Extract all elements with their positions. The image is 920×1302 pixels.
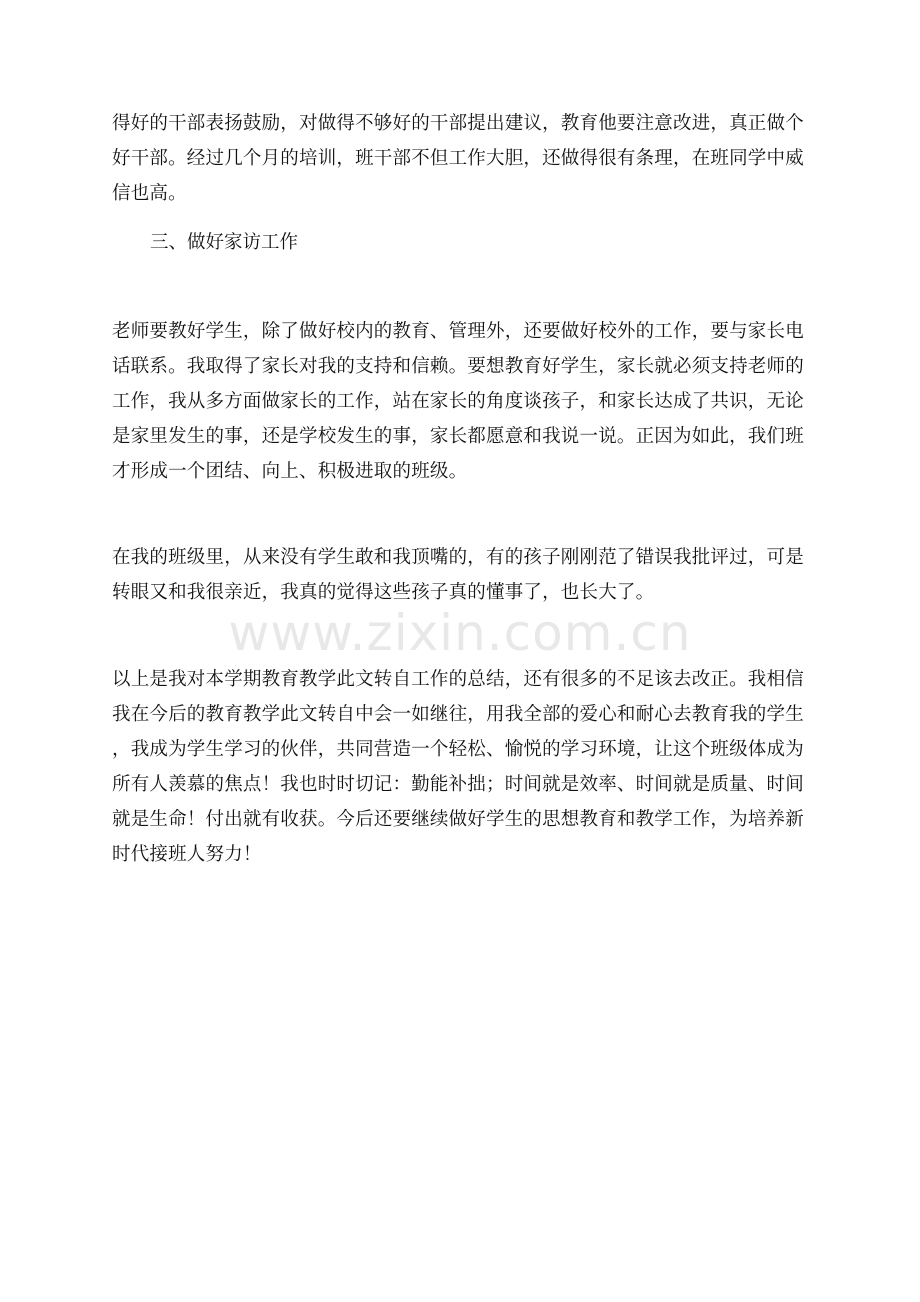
paragraph-cadre-training [112,106,804,211]
text-line: 老师要教好学生，除了做好校内的教育、管理外，还要做好校外的工作，要与家长电 [112,321,804,342]
text-line: 好干部。经过几个月的培训，班干部不但工作大胆，还做得很有条理，在班同学中威 [112,148,804,169]
text-line: 所有人羡慕的焦点！我也时时切记：勤能补拙；时间就是效率、时间就是质量、时间 [112,774,804,795]
text-line: 在我的班级里，从来没有学生敢和我顶嘴的，有的孩子刚刚范了错误我批评过，可是 [112,547,804,568]
text-line: ，我成为学生学习的伙伴，共同营造一个轻松、愉悦的学习环境，让这个班级体成为 [112,739,804,760]
text-line: 时代接班人努力！ [112,844,262,865]
text-line: 得好的干部表扬鼓励，对做得不够好的干部提出建议，教育他要注意改进，真正做个 [112,113,804,134]
text-line: 我在今后的教育教学此文转自中会一如继往，用我全部的爱心和耐心去教育我的学生 [112,704,804,725]
paragraph-summary [112,662,804,872]
text-line: 是家里发生的事，还是学校发生的事，家长都愿意和我说一说。正因为如此，我们班 [112,426,804,447]
text-line: 话联系。我取得了家长对我的支持和信赖。要想教育好学生，家长就必须支持老师的 [112,356,804,377]
watermark-text: www.zixin.com.cn [228,604,692,662]
text-line: 转眼又和我很亲近，我真的觉得这些孩子真的懂事了，也长大了。 [112,582,655,603]
paragraph-parent-contact [112,314,804,489]
paragraph-class-students [112,540,804,610]
text-line: 以上是我对本学期教育教学此文转自工作的总结，还有很多的不足该去改正。我相信 [112,669,804,690]
text-line: 才形成一个团结、向上、积极进取的班级。 [112,461,468,482]
text-line: 就是生命！付出就有收获。今后还要继续做好学生的思想教育和教学工作，为培养新 [112,809,804,830]
text-line: 工作，我从多方面做家长的工作，站在家长的角度谈孩子，和家长达成了共识，无论 [112,391,804,412]
section-heading-home-visits: 三、做好家访工作 [150,232,299,253]
text-line: 信也高。 [112,183,187,204]
